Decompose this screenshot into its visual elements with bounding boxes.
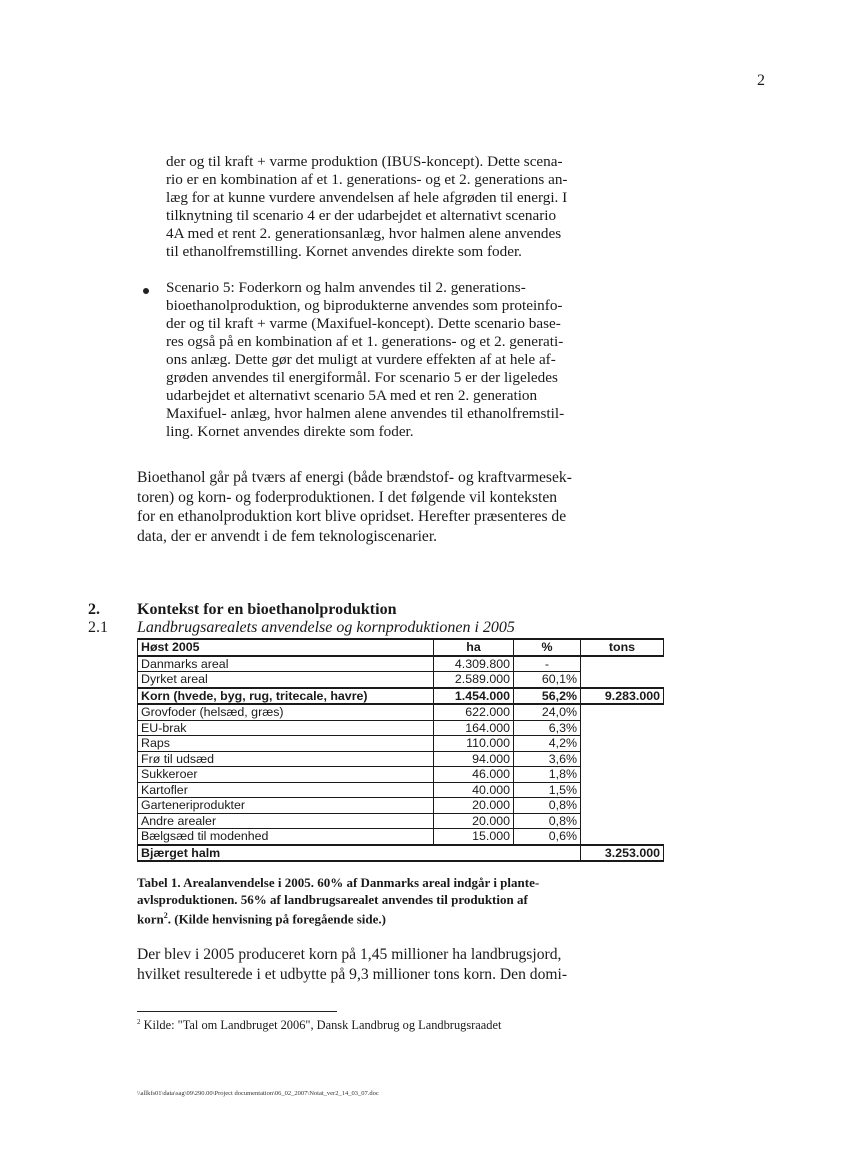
table-cell xyxy=(581,767,664,783)
footnote-marker: 2 xyxy=(163,911,168,920)
caption-line xyxy=(137,908,567,928)
table-row xyxy=(138,813,664,829)
table-cell xyxy=(581,751,664,767)
footnote-text: Kilde: "Tal om Landbruget 2006", Dansk Landbrug og Landbrugsraadet xyxy=(140,1018,502,1033)
table-cell: Dyrket areal xyxy=(138,672,434,688)
page-number: 2 xyxy=(757,72,765,89)
table-cell: 20.000 xyxy=(434,798,514,814)
table-cell: 3,6% xyxy=(514,751,581,767)
table-cell: Andre arealer xyxy=(138,813,434,829)
text-line: tilknytning til scenario 4 er der udarbejdet et alternativt scenario xyxy=(166,207,557,224)
file-path: \\allkfs01\data\sag\09\290.00\Project documentation\06_02_2007\Notat_ver2_14_03_07.doc xyxy=(137,1090,379,1097)
text-line: hvilket resulterede i et udbytte på 9,3 millioner tons korn. Den domi- xyxy=(137,965,568,983)
table-cell: EU-brak xyxy=(138,720,434,736)
table-row xyxy=(138,782,664,798)
text-line: der og til kraft + varme (Maxifuel-koncept). Dette scenario base- xyxy=(166,315,561,332)
header-cell: ha xyxy=(434,639,514,656)
table-cell: - xyxy=(514,656,581,672)
text-line: grøden anvendes til energiformål. For scenario 5 er der ligeledes xyxy=(166,369,558,386)
table-cell: Korn (hvede, byg, rug, tritecale, havre) xyxy=(138,688,434,705)
table-cell: 4,2% xyxy=(514,736,581,752)
land-use-table xyxy=(137,638,664,862)
table-row xyxy=(138,798,664,814)
table-cell: 56,2% xyxy=(514,688,581,705)
table-row xyxy=(138,720,664,736)
text-line: toren) og korn- og foderproduktionen. I det følgende vil konteksten xyxy=(137,488,558,506)
table-cell: 46.000 xyxy=(434,767,514,783)
table-cell xyxy=(581,656,664,672)
table-cell: Grovfoder (helsæd, græs) xyxy=(138,704,434,720)
table-cell: 6,3% xyxy=(514,720,581,736)
text-line: for en ethanolproduktion kort blive opridset. Herefter præsenteres de xyxy=(137,508,567,525)
table-cell: Bjærget halm xyxy=(138,845,581,862)
text-line: bioethanolproduktion, og biprodukterne anvendes som proteinfo- xyxy=(166,297,563,314)
table-cell: 4.309.800 xyxy=(434,656,514,672)
table-cell: 0,8% xyxy=(514,813,581,829)
table-row xyxy=(138,736,664,752)
text-line: Der blev i 2005 produceret korn på 1,45 millioner ha landbrugsjord, xyxy=(137,946,562,963)
table-cell xyxy=(581,829,664,845)
table-cell xyxy=(581,704,664,720)
text-line: Bioethanol går på tværs af energi (både brændstof- og kraftvarmesek- xyxy=(137,469,572,486)
table-caption xyxy=(137,875,567,928)
table-cell: 94.000 xyxy=(434,751,514,767)
table-row xyxy=(138,688,664,705)
table-cell xyxy=(581,720,664,736)
table-cell: 1,8% xyxy=(514,767,581,783)
text-line: læg for at kunne vurdere anvendelsen af hele afgrøden til energi. I xyxy=(166,189,568,206)
text-line: Scenario 5: Foderkorn og halm anvendes til 2. generations- xyxy=(166,279,526,296)
bullet-icon xyxy=(143,288,149,294)
table-cell: 110.000 xyxy=(434,736,514,752)
table-cell: 622.000 xyxy=(434,704,514,720)
table-cell xyxy=(581,798,664,814)
table-row xyxy=(138,767,664,783)
header-cell: Høst 2005 xyxy=(138,639,434,656)
table-cell: 1.454.000 xyxy=(434,688,514,705)
table-cell: 164.000 xyxy=(434,720,514,736)
section-number: 2. xyxy=(88,601,100,618)
table-footer-row xyxy=(138,845,664,862)
table-cell: 0,8% xyxy=(514,798,581,814)
table-cell: Bælgsæd til modenhed xyxy=(138,829,434,845)
table-cell: 15.000 xyxy=(434,829,514,845)
table-cell: Raps xyxy=(138,736,434,752)
text-line: udarbejdet et alternativt scenario 5A med et ren 2. generation xyxy=(166,387,538,404)
table-cell: 24,0% xyxy=(514,704,581,720)
scenario-5-bullet xyxy=(166,279,586,441)
table-cell xyxy=(581,813,664,829)
table-row xyxy=(138,829,664,845)
section-title: Kontekst for en bioethanolproduktion xyxy=(137,601,397,618)
text-line: ling. Kornet anvendes direkte som foder. xyxy=(166,423,414,440)
table-cell: 1,5% xyxy=(514,782,581,798)
table-cell: 3.253.000 xyxy=(581,845,664,862)
table-cell: Kartofler xyxy=(138,782,434,798)
caption-text: . (Kilde henvisning på foregående side.) xyxy=(167,911,386,927)
table-cell: 0,6% xyxy=(514,829,581,845)
text-line: res også på en kombination af et 1. generations- og et 2. generati- xyxy=(166,333,564,350)
text-line: til ethanolfremstilling. Kornet anvendes direkte som foder. xyxy=(166,243,522,260)
text-line: der og til kraft + varme produktion (IBUS-koncept). Dette scena- xyxy=(166,153,563,170)
caption-text: korn xyxy=(137,911,164,927)
table-row xyxy=(138,672,664,688)
text-line: ons anlæg. Dette gør det muligt at vurdere effekten af at hele af- xyxy=(166,351,556,368)
caption-line: Tabel 1. Arealanvendelse i 2005. 60% af Danmarks areal indgår i plante- xyxy=(137,875,540,890)
footnote xyxy=(137,1018,501,1033)
table-cell xyxy=(581,782,664,798)
table-row xyxy=(138,704,664,720)
table-cell: Garteneriprodukter xyxy=(138,798,434,814)
subsection-number: 2.1 xyxy=(88,619,108,636)
header-cell: % xyxy=(514,639,581,656)
table-row xyxy=(138,751,664,767)
header-cell: tons xyxy=(581,639,664,656)
table-cell: Sukkeroer xyxy=(138,767,434,783)
table-cell: Danmarks areal xyxy=(138,656,434,672)
text-line: data, der er anvendt i de fem teknologiscenarier. xyxy=(137,527,438,545)
bioethanol-paragraph xyxy=(137,468,587,546)
table-cell: 20.000 xyxy=(434,813,514,829)
text-line: Maxifuel- anlæg, hvor halmen alene anvendes til ethanolfremstil- xyxy=(166,405,565,422)
caption-line: avlsproduktionen. 56% af landbrugsarealet anvendes til produktion af xyxy=(137,891,528,907)
subsection-title: Landbrugsarealets anvendelse og kornproduktionen i 2005 xyxy=(137,619,515,636)
intro-paragraph xyxy=(166,153,586,261)
table-cell: 2.589.000 xyxy=(434,672,514,688)
footnote-divider xyxy=(137,1011,337,1012)
table-cell xyxy=(581,736,664,752)
table-cell: 60,1% xyxy=(514,672,581,688)
table-cell: 40.000 xyxy=(434,782,514,798)
table-cell: Frø til udsæd xyxy=(138,751,434,767)
closing-paragraph xyxy=(137,945,587,984)
table-cell: 9.283.000 xyxy=(581,688,664,705)
table-row xyxy=(138,656,664,672)
table-cell xyxy=(581,672,664,688)
text-line: 4A med et rent 2. generationsanlæg, hvor halmen alene anvendes xyxy=(166,225,562,242)
footnote-marker: 2 xyxy=(137,1018,141,1026)
table-header-row xyxy=(138,639,664,656)
text-line: rio er en kombination af et 1. generations- og et 2. generations an- xyxy=(166,171,568,188)
